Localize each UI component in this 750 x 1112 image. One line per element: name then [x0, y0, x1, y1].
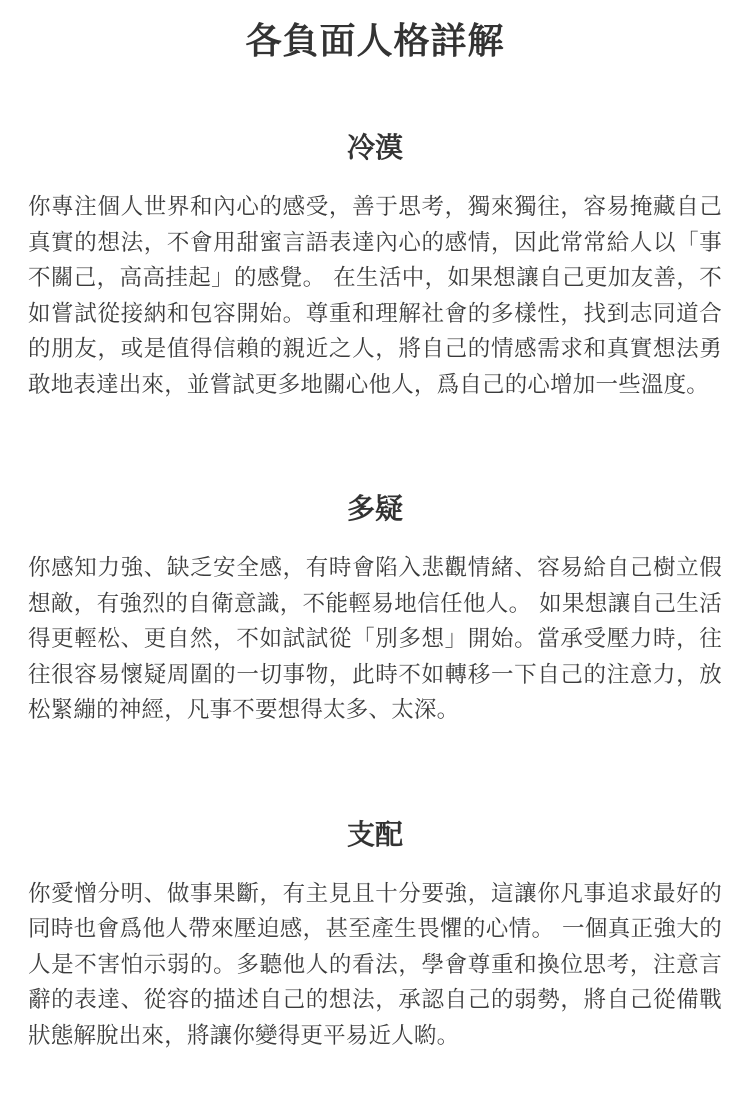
section-dominant — [28, 815, 722, 1055]
section-body: 你愛憎分明、做事果斷，有主見且十分要強，這讓你凡事追求最好的同時也會爲他人帶來壓迫感，甚至產生畏懼的心情。 一個真正強大的人是不害怕示弱的。多聽他人的看法，學會尊重和換位思考，注意言辭的表達、從容的描述自己的想法，承認自己的弱勢，將自己從備戰狀態解脫出來，將讓你變得更平易近人喲。 — [28, 880, 722, 1049]
section-title: 多疑 — [346, 492, 403, 525]
section-cold — [28, 128, 722, 403]
section-body: 你專注個人世界和內心的感受，善于思考，獨來獨往，容易掩藏自己真實的想法，不會用甜蜜言語表達內心的感情，因此常常給人以「事不關己，高高挂起」的感覺。 在生活中，如果想讓自己更加友善，不如嘗試從接納和包容開始。尊重和理解社會的多樣性，找到志同道合的朋友，或是值得信賴的親近之人，將自己的情感需求和真實想法勇敢地表達出來，並嘗試更多地關心他人，爲自己的心增加一些溫度。 — [28, 194, 722, 398]
section-body: 你感知力強、缺乏安全感，有時會陷入悲觀情緒、容易給自己樹立假想敵，有強烈的自衛意識，不能輕易地信任他人。 如果想讓自己生活得更輕松、更自然，不如試試從「別多想」開始。當承受壓力時，往往很容易懷疑周圍的一切事物，此時不如轉移一下自己的注意力，放松緊繃的神經，凡事不要想得太多、太深。 — [28, 555, 722, 723]
page-title: 各負面人格詳解 — [245, 21, 505, 62]
section-title: 冷漠 — [346, 131, 403, 164]
section-title: 支配 — [346, 817, 403, 851]
section-suspicious — [28, 489, 722, 729]
